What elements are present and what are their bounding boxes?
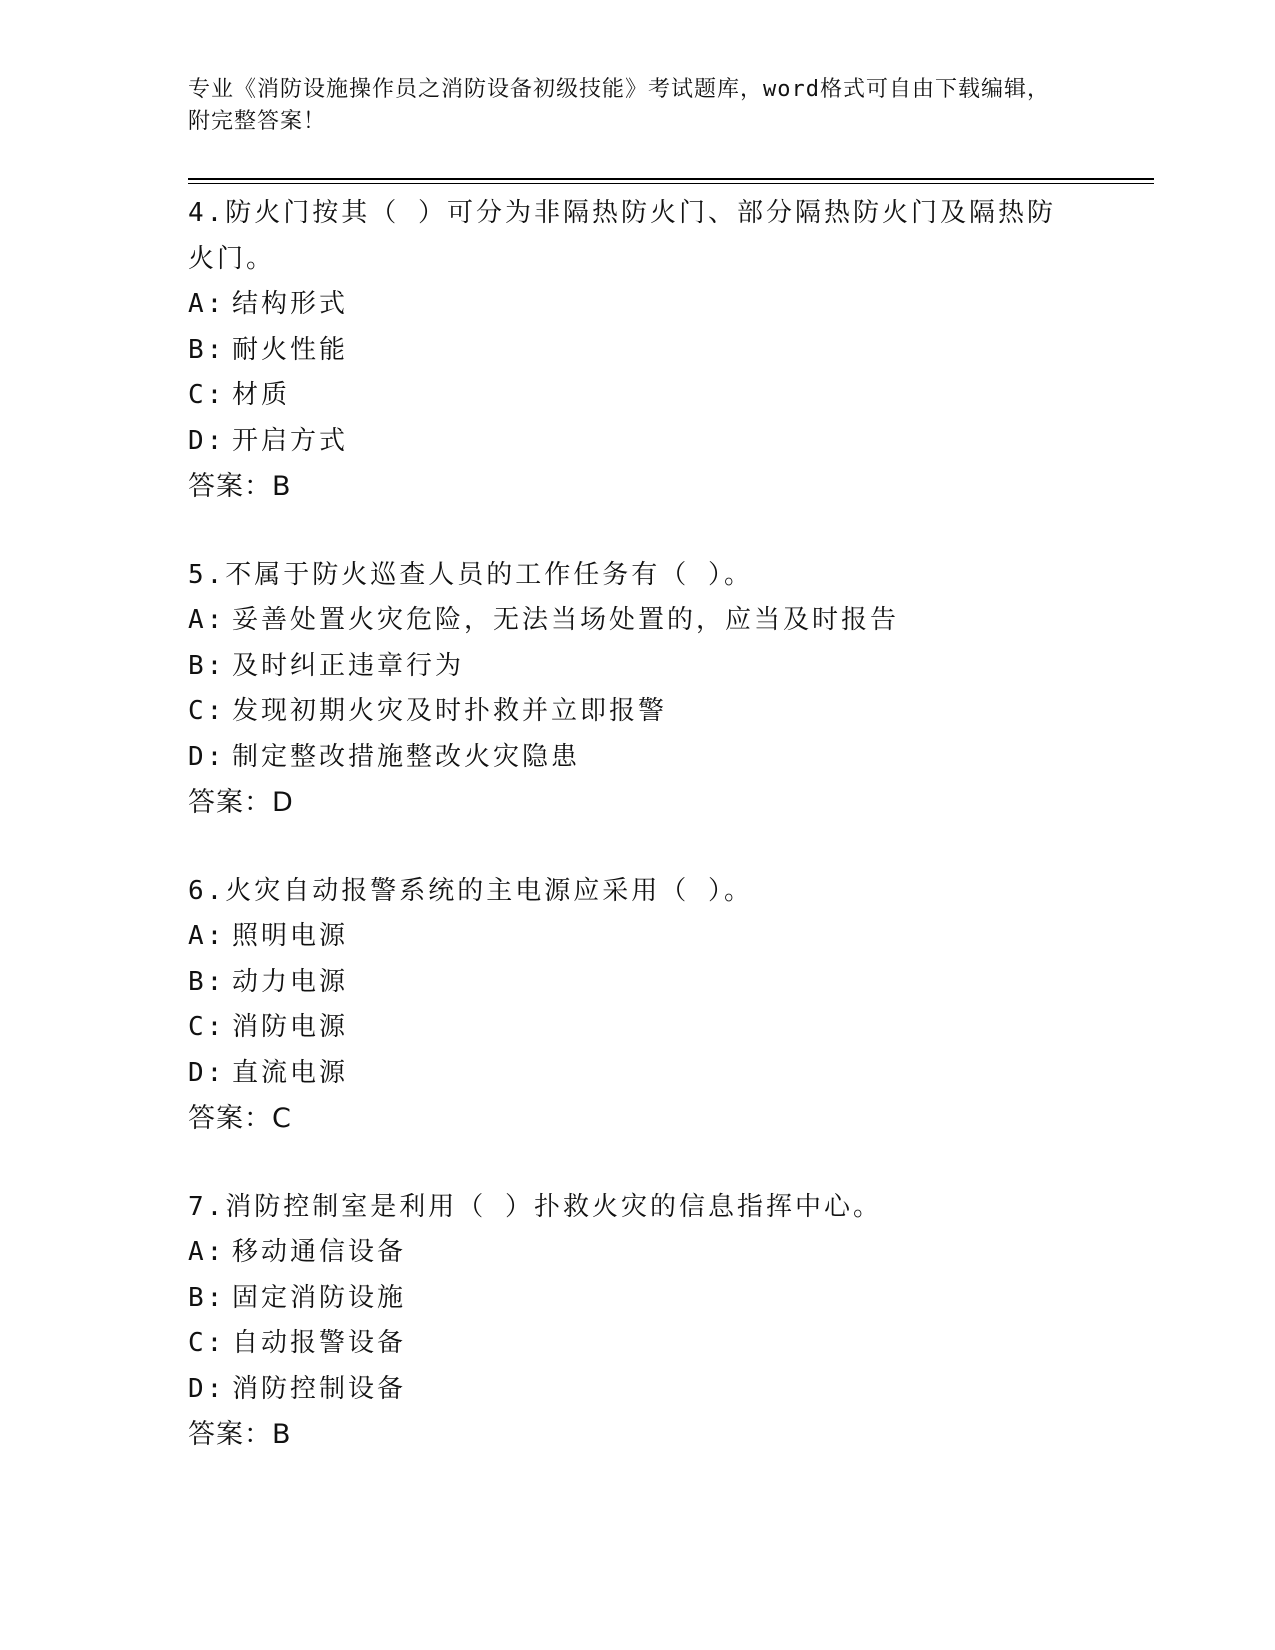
option-b bbox=[188, 1276, 1068, 1322]
option-b bbox=[188, 328, 1068, 374]
option-letter: A: bbox=[188, 1237, 226, 1267]
option-d bbox=[188, 1051, 1068, 1097]
option-letter: C: bbox=[188, 1012, 226, 1042]
option-letter: A: bbox=[188, 289, 226, 319]
option-text: 消防控制设备 bbox=[232, 1373, 407, 1404]
header-rule-thin bbox=[188, 183, 1154, 184]
question-6 bbox=[188, 868, 1068, 1142]
answer-value: B bbox=[272, 1419, 292, 1450]
option-letter: C: bbox=[188, 1328, 226, 1358]
question-stem: 5.不属于防火巡查人员的工作任务有（ ）。 bbox=[188, 560, 753, 590]
option-letter: B: bbox=[188, 1282, 226, 1313]
option-text: 消防电源 bbox=[232, 1012, 349, 1042]
option-text: 直流电源 bbox=[232, 1057, 349, 1088]
option-text: 制定整改措施整改火灾隐患 bbox=[232, 741, 581, 772]
question-4 bbox=[188, 190, 1068, 510]
option-letter: B: bbox=[188, 966, 226, 997]
option-c bbox=[188, 1005, 1068, 1051]
option-letter: B: bbox=[188, 334, 226, 365]
option-c bbox=[188, 689, 1068, 735]
question-list bbox=[188, 190, 1068, 1500]
answer-value: D bbox=[272, 787, 294, 818]
answer-value: C bbox=[272, 1103, 292, 1134]
option-a bbox=[188, 282, 1068, 328]
question-stem: 6.火灾自动报警系统的主电源应采用（ ）。 bbox=[188, 876, 753, 906]
option-letter: C: bbox=[188, 696, 226, 726]
option-letter: C: bbox=[188, 380, 226, 410]
answer-line bbox=[188, 780, 1068, 826]
option-text: 自动报警设备 bbox=[232, 1328, 407, 1358]
option-text: 开启方式 bbox=[232, 425, 349, 456]
option-text: 移动通信设备 bbox=[232, 1237, 407, 1267]
header-rule-thick bbox=[188, 178, 1154, 180]
option-text: 动力电源 bbox=[232, 966, 349, 997]
answer-label: 答案： bbox=[188, 1419, 272, 1450]
question-7 bbox=[188, 1184, 1068, 1458]
option-letter: A: bbox=[188, 921, 226, 951]
option-a bbox=[188, 1230, 1068, 1276]
option-letter: D: bbox=[188, 1057, 226, 1088]
option-letter: B: bbox=[188, 650, 226, 681]
option-b bbox=[188, 960, 1068, 1006]
question-5 bbox=[188, 552, 1068, 826]
page-header: 专业《消防设施操作员之消防设备初级技能》考试题库，word格式可自由下载编辑，附完整答案！ bbox=[188, 77, 1050, 134]
option-d bbox=[188, 1367, 1068, 1413]
option-a bbox=[188, 914, 1068, 960]
option-text: 材质 bbox=[232, 380, 291, 410]
option-text: 发现初期火灾及时扑救并立即报警 bbox=[232, 696, 668, 726]
option-letter: D: bbox=[188, 741, 226, 772]
option-text: 照明电源 bbox=[232, 921, 349, 951]
answer-value: B bbox=[272, 471, 292, 502]
option-c bbox=[188, 373, 1068, 419]
answer-line bbox=[188, 464, 1068, 510]
option-d bbox=[188, 419, 1068, 465]
option-text: 固定消防设施 bbox=[232, 1282, 407, 1313]
answer-label: 答案： bbox=[188, 471, 272, 502]
option-text: 妥善处置火灾危险，无法当场处置的，应当及时报告 bbox=[232, 605, 900, 635]
option-b bbox=[188, 644, 1068, 690]
question-stem: 4.防火门按其（ ）可分为非隔热防火门、部分隔热防火门及隔热防火门。 bbox=[188, 198, 1056, 274]
answer-label: 答案： bbox=[188, 1103, 272, 1134]
answer-line bbox=[188, 1412, 1068, 1458]
question-stem: 7.消防控制室是利用（ ）扑救火灾的信息指挥中心。 bbox=[188, 1192, 882, 1222]
option-text: 结构形式 bbox=[232, 289, 349, 319]
option-letter: A: bbox=[188, 605, 226, 635]
option-text: 耐火性能 bbox=[232, 334, 349, 365]
option-text: 及时纠正违章行为 bbox=[232, 650, 465, 681]
option-c bbox=[188, 1321, 1068, 1367]
option-letter: D: bbox=[188, 1373, 226, 1404]
option-a bbox=[188, 598, 1068, 644]
answer-line bbox=[188, 1096, 1068, 1142]
option-letter: D: bbox=[188, 425, 226, 456]
answer-label: 答案： bbox=[188, 787, 272, 818]
option-d bbox=[188, 735, 1068, 781]
